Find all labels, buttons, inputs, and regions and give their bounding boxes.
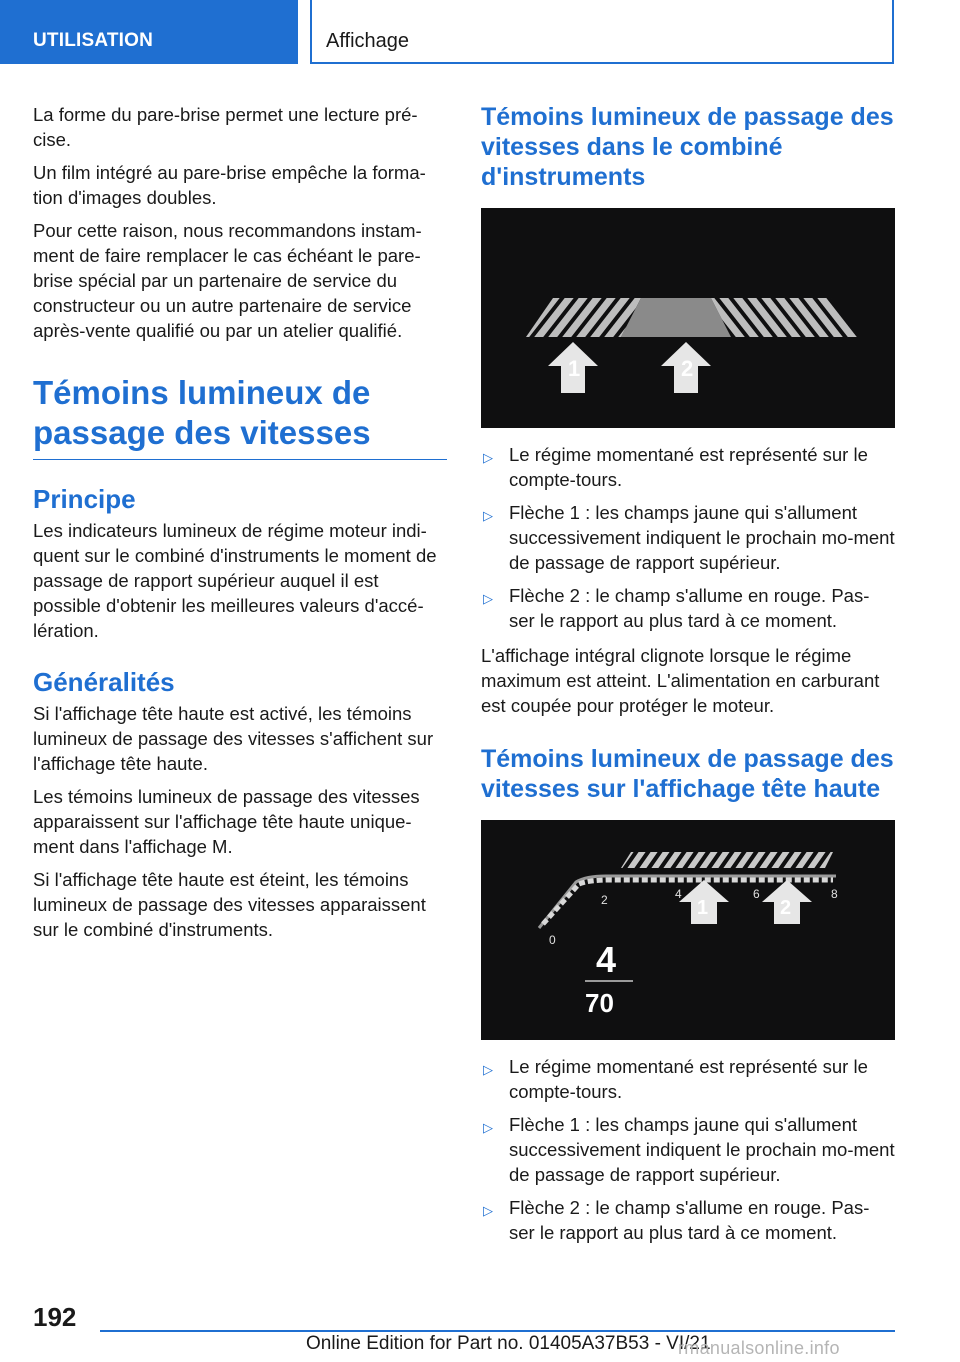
- left-column: [33, 102, 447, 950]
- list-item-text: Le régime momentané est représenté sur le compte-tours.: [509, 444, 868, 490]
- list-item-text: Flèche 1 : les champs jaune qui s'allument successivement indiquent le prochain mo-ment de passage de rapport supérieur.: [509, 1114, 895, 1185]
- hud-bullet-list: [481, 1054, 895, 1245]
- list-item-text: Flèche 2 : le champ s'allume en rouge. Pas-ser le rapport au plus tard à ce moment.: [509, 585, 870, 631]
- shift-bar-left-segments: [526, 298, 641, 337]
- generalites-paragraph-1: Si l'affichage tête haute est activé, les témoins lumineux de passage des vitesses s'affichent sur l'affichage tête haute.: [33, 703, 434, 774]
- list-item: [481, 500, 895, 575]
- list-item: [481, 1112, 895, 1187]
- hud-shift-bar-segments: [621, 852, 833, 868]
- list-item: [481, 1195, 895, 1245]
- intro-paragraph-2: Un film intégré au pare-brise empêche la forma-tion d'images doubles.: [33, 162, 426, 208]
- arrow-1-label: 1: [568, 356, 581, 381]
- scale-label-2: 2: [601, 893, 608, 907]
- header-chapter-label: Affichage: [326, 30, 410, 52]
- intro-paragraph-3: Pour cette raison, nous recommandons instam-ment de faire remplacer le cas échéant le pare-brise spécial par un partenaire de service du constructeur ou un autre partenaire de service après-vente qualifié ou par un atelier qualifié.: [33, 220, 422, 341]
- generalites-paragraph-2: Les témoins lumineux de passage des vitesses apparaissent sur l'affichage tête haute unique-ment dans l'affichage M.: [33, 786, 420, 857]
- triangle-bullet-icon: ▷: [483, 1062, 493, 1077]
- triangle-bullet-icon: ▷: [483, 591, 493, 606]
- hud-arrow-2-label: 2: [780, 897, 792, 919]
- list-item: [481, 1054, 895, 1104]
- triangle-bullet-icon: ▷: [483, 450, 493, 465]
- generalites-paragraph-3: Si l'affichage tête haute est éteint, les témoins lumineux de passage des vitesses apparaissent sur le combiné d'instruments.: [33, 869, 426, 940]
- shift-bar-right-segments: [711, 298, 859, 337]
- cluster-bullet-list: [481, 442, 895, 633]
- scale-label-8: 8: [831, 887, 838, 901]
- arrow-2-label: 2: [681, 356, 694, 381]
- speed-readout: 70: [585, 988, 614, 1018]
- list-item-text: Flèche 1 : les champs jaune qui s'allument successivement indiquent le prochain mo-ment de passage de rapport supérieur.: [509, 502, 895, 573]
- hud-shift-lights-illustration: [481, 820, 895, 1040]
- list-item: [481, 442, 895, 492]
- scale-label-4: 4: [675, 887, 682, 901]
- generalites-heading: Généralités: [33, 667, 175, 697]
- principe-paragraph: Les indicateurs lumineux de régime moteur indi-quent sur le combiné d'instruments le moment de passage de rapport supérieur auquel il est possible d'obtenir les meilleures valeurs d'accé-lération.: [33, 520, 437, 641]
- footer-divider: [100, 1330, 895, 1332]
- section-cluster-heading: Témoins lumineux de passage des vitesses dans le combiné d'instruments: [481, 103, 894, 191]
- header-chapter-tab: [310, 0, 894, 64]
- hud-arrow-1-label: 1: [697, 897, 709, 919]
- gear-readout: 4: [596, 939, 617, 980]
- page-number: 192: [33, 1302, 77, 1332]
- header-section-label: UTILISATION: [33, 30, 154, 51]
- footer-edition-text: Online Edition for Part no. 01405A37B53 - VI/21: [306, 1333, 711, 1354]
- scale-label-6: 6: [753, 887, 760, 901]
- cluster-shift-lights-figure: [481, 208, 895, 428]
- intro-paragraph-1: La forme du pare-brise permet une lecture pré-cise.: [33, 104, 418, 150]
- list-item-text: Flèche 2 : le champ s'allume en rouge. Pas-ser le rapport au plus tard à ce moment.: [509, 1197, 870, 1243]
- triangle-bullet-icon: ▷: [483, 1203, 493, 1218]
- right-column: [481, 102, 895, 1255]
- gear-speed-divider: [585, 980, 633, 982]
- cluster-shift-lights-illustration: [481, 208, 895, 428]
- scale-label-0: 0: [549, 933, 556, 947]
- list-item-text: Le régime momentané est représenté sur le compte-tours.: [509, 1056, 868, 1102]
- hud-shift-lights-figure: [481, 820, 895, 1040]
- triangle-bullet-icon: ▷: [483, 508, 493, 523]
- watermark-text: rmanualsonline.info: [678, 1338, 840, 1358]
- list-item: [481, 583, 895, 633]
- max-rpm-paragraph: L'affichage intégral clignote lorsque le régime maximum est atteint. L'alimentation en carburant est coupée pour protéger le moteur.: [481, 645, 880, 716]
- header-section-tab: [0, 0, 298, 64]
- main-heading: Témoins lumineux de passage des vitesses: [33, 373, 447, 460]
- section-hud-heading: Témoins lumineux de passage des vitesses sur l'affichage tête haute: [481, 745, 894, 803]
- triangle-bullet-icon: ▷: [483, 1120, 493, 1135]
- principe-heading: Principe: [33, 484, 136, 514]
